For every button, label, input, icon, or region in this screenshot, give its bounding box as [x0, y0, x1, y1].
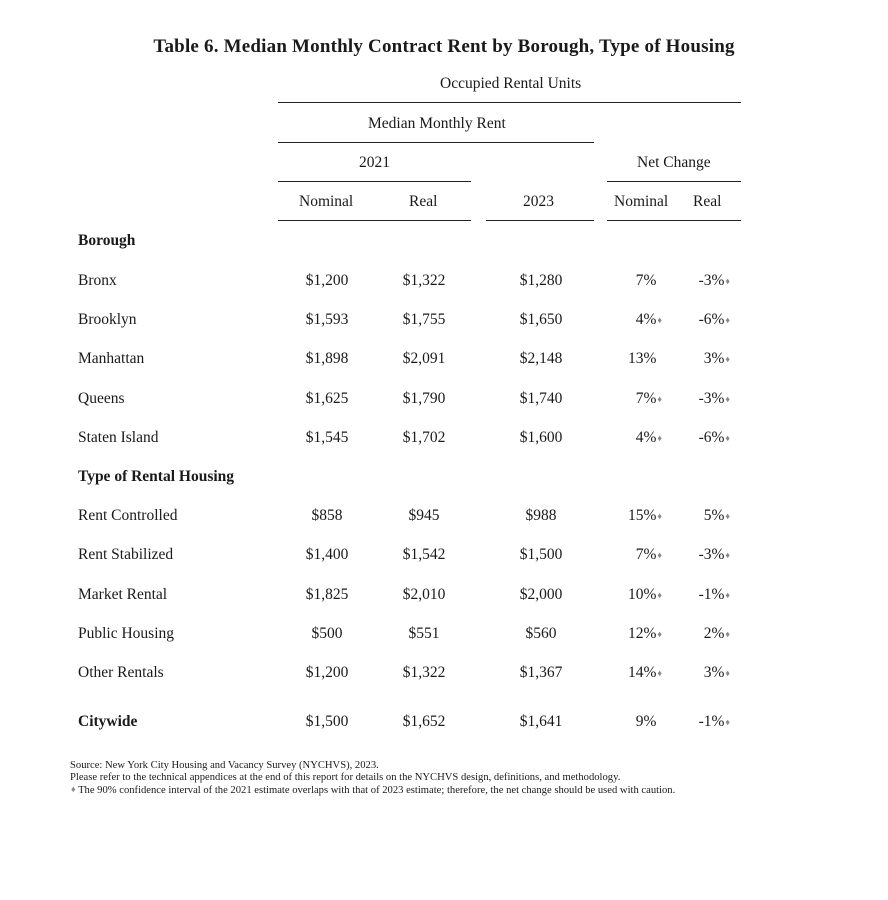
diamond-icon: ♦	[657, 668, 662, 678]
cell-net-real	[650, 272, 730, 290]
rule-2021	[278, 181, 471, 182]
cell-2023: $2,000	[519, 586, 563, 603]
cell-net-real	[650, 625, 730, 643]
row-label: Staten Island	[78, 429, 159, 446]
row-label: Bronx	[78, 272, 117, 289]
row-label: Market Rental	[78, 586, 168, 603]
diamond-icon: ♦	[657, 629, 662, 639]
diamond-icon: ♦	[657, 433, 662, 443]
percent-value: -3%	[698, 546, 725, 563]
section-borough: Borough	[78, 232, 136, 249]
diamond-icon: ♦	[657, 550, 662, 560]
row-label: Manhattan	[78, 350, 145, 367]
percent-value: -1%	[698, 586, 725, 603]
cell-2021-nominal: $1,593	[305, 311, 349, 328]
cell-net-real	[650, 350, 730, 368]
cell-2023: $1,740	[519, 390, 563, 407]
percent-value: 12%	[627, 625, 657, 642]
percent-value: -1%	[698, 713, 725, 730]
percent-value: 4%	[635, 311, 657, 328]
cell-2021-real: $1,322	[402, 272, 446, 289]
cell-net-real	[650, 546, 730, 564]
percent-value: -6%	[698, 429, 725, 446]
percent-value: 7%	[635, 390, 657, 407]
diamond-icon: ♦	[725, 717, 730, 727]
rule-occupied-units	[278, 102, 741, 103]
rule-columns-b	[486, 220, 594, 221]
percent-value: 13%	[627, 350, 657, 367]
diamond-icon: ♦	[725, 276, 730, 286]
row-label: Queens	[78, 390, 125, 407]
cell-2021-real: $2,010	[402, 586, 446, 603]
diamond-icon: ♦	[725, 590, 730, 600]
percent-value: 3%	[703, 350, 725, 367]
cell-2023: $1,650	[519, 311, 563, 328]
header-real: Real	[409, 193, 438, 210]
cell-2021-nominal: $1,898	[305, 350, 349, 367]
percent-value: 5%	[703, 507, 725, 524]
cell-2023: $1,367	[519, 664, 563, 681]
percent-value: 14%	[627, 664, 657, 681]
header-nominal: Nominal	[299, 193, 354, 210]
diamond-icon: ♦	[725, 394, 730, 404]
diamond-icon: ♦	[725, 354, 730, 364]
caution-note	[70, 784, 675, 797]
cell-2021-real: $551	[408, 625, 440, 642]
percent-value: 2%	[703, 625, 725, 642]
header-2021: 2021	[359, 154, 390, 171]
cell-2021-nominal: $1,500	[305, 713, 349, 730]
diamond-icon: ♦	[657, 315, 662, 325]
cell-2021-nominal: $1,200	[305, 664, 349, 681]
rule-median-rent	[278, 142, 594, 143]
header-net-nominal: Nominal	[614, 193, 669, 210]
diamond-icon: ♦	[725, 550, 730, 560]
table-title: Table 6. Median Monthly Contract Rent by Borough, Type of Housing	[153, 36, 735, 57]
cell-2023: $1,280	[519, 272, 563, 289]
percent-value: -6%	[698, 311, 725, 328]
rule-columns-a	[278, 220, 471, 221]
cell-net-real	[650, 507, 730, 525]
diamond-icon: ♦	[71, 784, 76, 794]
cell-2021-real: $1,542	[402, 546, 446, 563]
diamond-icon: ♦	[725, 433, 730, 443]
diamond-icon: ♦	[657, 511, 662, 521]
diamond-icon: ♦	[657, 394, 662, 404]
header-net-change: Net Change	[637, 154, 711, 171]
section-type-of-rental-housing: Type of Rental Housing	[78, 468, 235, 485]
cell-2023: $1,500	[519, 546, 563, 563]
diamond-icon: ♦	[725, 315, 730, 325]
cell-2021-real: $2,091	[402, 350, 446, 367]
row-label: Other Rentals	[78, 664, 164, 681]
cell-net-real	[650, 586, 730, 604]
percent-value: 15%	[627, 507, 657, 524]
cell-2021-real: $1,790	[402, 390, 446, 407]
percent-value: -3%	[698, 390, 725, 407]
row-label: Rent Stabilized	[78, 546, 174, 563]
header-2023: 2023	[523, 193, 554, 210]
diamond-icon: ♦	[725, 668, 730, 678]
cell-2021-nominal: $1,625	[305, 390, 349, 407]
cell-2023: $1,600	[519, 429, 563, 446]
footnotes	[70, 760, 675, 797]
methodology-note: Please refer to the technical appendices at the end of this report for details on the NYCHVS design, definitions, and methodology.	[70, 772, 621, 783]
diamond-icon: ♦	[725, 511, 730, 521]
cell-2023: $1,641	[519, 713, 563, 730]
percent-value: 9%	[635, 713, 657, 730]
cell-net-real	[650, 713, 730, 731]
row-label: Rent Controlled	[78, 507, 178, 524]
diamond-icon: ♦	[657, 590, 662, 600]
row-label: Citywide	[78, 713, 138, 730]
cell-2021-nominal: $858	[311, 507, 343, 524]
header-occupied-units: Occupied Rental Units	[440, 75, 582, 92]
percent-value: -3%	[698, 272, 725, 289]
cell-2021-nominal: $500	[311, 625, 343, 642]
percent-value: 7%	[635, 272, 657, 289]
cell-net-real	[650, 664, 730, 682]
row-label: Public Housing	[78, 625, 175, 642]
cell-net-real	[650, 390, 730, 408]
rule-net-change	[607, 181, 741, 182]
cell-2021-nominal: $1,825	[305, 586, 349, 603]
cell-2021-nominal: $1,400	[305, 546, 349, 563]
cell-2021-nominal: $1,200	[305, 272, 349, 289]
cell-2021-real: $945	[408, 507, 440, 524]
row-label: Brooklyn	[78, 311, 137, 328]
cell-2021-real: $1,755	[402, 311, 446, 328]
cell-2021-real: $1,322	[402, 664, 446, 681]
percent-value: 7%	[635, 546, 657, 563]
cell-net-real	[650, 429, 730, 447]
header-median-rent: Median Monthly Rent	[368, 115, 506, 132]
cell-2023: $2,148	[519, 350, 563, 367]
cell-2021-nominal: $1,545	[305, 429, 349, 446]
source-note: Source: New York City Housing and Vacancy Survey (NYCHVS), 2023.	[70, 760, 379, 771]
caution-note-text: The 90% confidence interval of the 2021 estimate overlaps with that of 2023 estimate; therefore, the net change should be used with caution.	[78, 785, 676, 796]
header-net-real: Real	[693, 193, 722, 210]
percent-value: 4%	[635, 429, 657, 446]
percent-value: 10%	[627, 586, 657, 603]
percent-value: 3%	[703, 664, 725, 681]
diamond-icon: ♦	[725, 629, 730, 639]
rule-columns-c	[607, 220, 741, 221]
cell-net-real	[650, 311, 730, 329]
cell-2021-real: $1,702	[402, 429, 446, 446]
cell-2023: $560	[525, 625, 557, 642]
cell-2021-real: $1,652	[402, 713, 446, 730]
cell-2023: $988	[525, 507, 557, 524]
